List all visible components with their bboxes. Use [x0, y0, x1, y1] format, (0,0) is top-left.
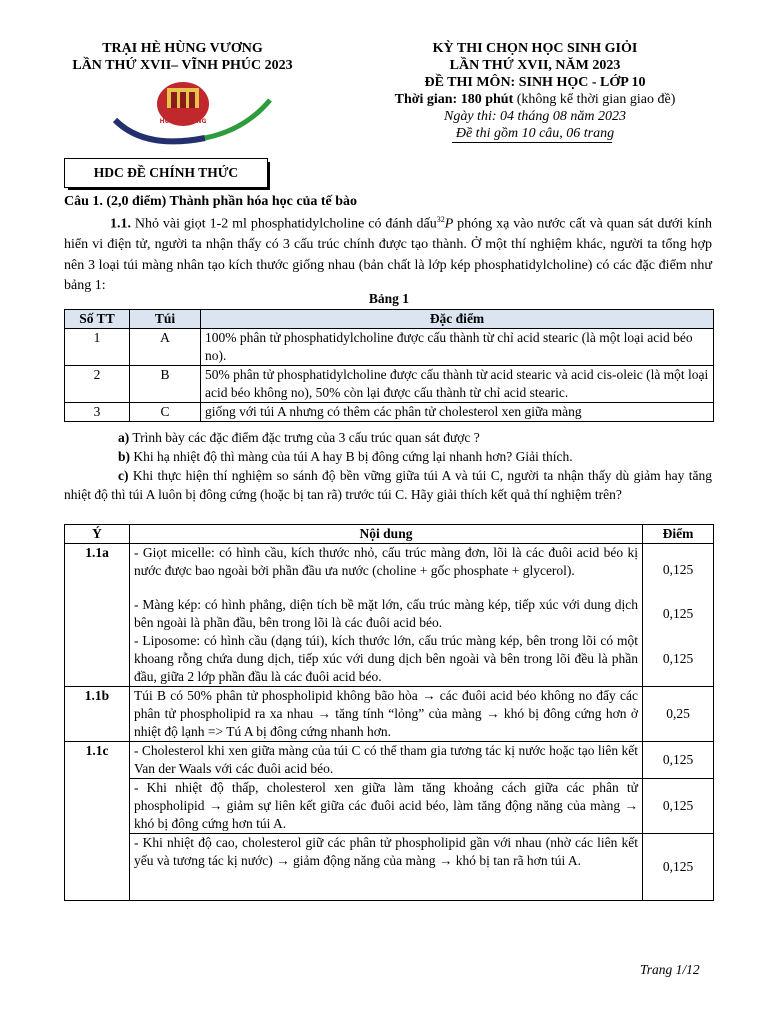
table-row: [65, 834, 714, 901]
logo-text-line2: HÙNG VƯƠNG: [159, 118, 207, 125]
answer-content: - Liposome: có hình cầu (dạng túi), kích thước lớn, cấu trúc màng kép, bên trong lõi có một khoang rỗng chứa dung dịch, tiếp xúc với dung dịch bên ngoài và bên trong lõi đều là phần đầu, giữa 2 lớp phần đầu là các đuôi acid béo.: [130, 632, 643, 687]
cell-dac-diem: giống với túi A nhưng có thêm các phân tử cholesterol xen giữa màng: [201, 403, 714, 422]
question-b: b) Khi hạ nhiệt độ thì màng của túi A hay B bị đông cứng lại nhanh hơn? Giải thích.: [118, 449, 573, 464]
cell-dac-diem: 50% phân tử phosphatidylcholine được cấu thành từ acid stearic và acid cis-oleic (là một loại acid béo không no), 50% còn lại được cấu thành từ chỉ acid stearic.: [201, 366, 714, 403]
answer-label: 1.1a: [65, 544, 130, 687]
header-left: [40, 40, 325, 74]
answer-label: 1.1c: [65, 742, 130, 901]
answer-content: - Giọt micelle: có hình cầu, kích thước nhỏ, cấu trúc màng đơn, lõi là các đuôi acid béo kị nước được bao ngoài bởi phần đầu ưa nước (choline + gốc phosphate + glycerol).: [130, 544, 643, 597]
table-row: [65, 329, 714, 366]
exam-subject: ĐỀ THI MÔN: SINH HỌC - LỚP 10: [424, 75, 646, 90]
exam-year: LẦN THỨ XVII, NĂM 2023: [449, 58, 621, 73]
question-c: c) Khi thực hiện thí nghiệm so sánh độ bền vững giữa túi A và túi C, người ta nhận thấy dù giảm hay tăng nhiệt độ thì túi A luôn bị đông cứng (hoặc bị tan rã) trước túi C. Hãy giải thích kết quả thí nghiệm trên?: [64, 468, 712, 502]
table-header-tui: Túi: [130, 310, 201, 329]
page-footer: Trang 1/12: [640, 962, 700, 977]
answer-score: 0,125: [643, 779, 714, 834]
table-row: [65, 779, 714, 834]
exam-name: KỲ THI CHỌN HỌC SINH GIỎI: [432, 41, 638, 56]
answer-score: 0,125: [643, 742, 714, 779]
answer-header-diem: Điểm: [643, 525, 714, 544]
question-a: a) Trình bày các đặc điểm đặc trưng của 3 cấu trúc quan sát được ?: [118, 430, 480, 445]
answer-score: 0,125: [643, 834, 714, 901]
answer-header-y: Ý: [65, 525, 130, 544]
answer-content: - Khi nhiệt độ thấp, cholesterol xen giữa làm tăng khoảng cách giữa các phân tử phospholipid → giảm sự liên kết giữa các đuôi acid béo, làm tăng động năng của màng → khó bị đông cứng hơn túi A.: [130, 779, 643, 834]
cell-tui: C: [130, 403, 201, 422]
answer-content: Túi B có 50% phân tử phospholipid không bão hòa → các đuôi acid béo không no đẩy các phân tử phospholipid ra xa nhau → tăng tính “lỏng” của màng → khó bị đông cứng hơn ở nhiệt độ lạnh => Tú A bị đông cứng nhanh hơn.: [130, 687, 643, 742]
exam-date: Ngày thi: 04 tháng 08 năm 2023: [444, 109, 626, 124]
table-row: [65, 544, 714, 597]
table-row: [65, 403, 714, 422]
cell-stt: 2: [65, 366, 130, 403]
header-right: [335, 40, 735, 142]
answer-content: - Khi nhiệt độ cao, cholesterol giữ các phân tử phospholipid gần với nhau (nhờ các liên kết yếu và tương tác kị nước) → giảm động năng của màng → khó bị tan rã hơn túi A.: [130, 834, 643, 901]
cell-stt: 3: [65, 403, 130, 422]
answer-score: 0,125: [643, 596, 714, 632]
answer-score: 0,125: [643, 544, 714, 597]
table-1: [64, 309, 714, 422]
school-camp-name: TRẠI HÈ HÙNG VƯƠNG: [102, 41, 263, 56]
answer-label: 1.1b: [65, 687, 130, 742]
hdc-box: HDC ĐỀ CHÍNH THỨC: [64, 158, 268, 188]
table-row: [65, 366, 714, 403]
table-row: [65, 632, 714, 687]
cell-tui: B: [130, 366, 201, 403]
header-underline: [452, 142, 612, 143]
answer-content: - Cholesterol khi xen giữa màng của túi C có thể tham gia tương tác kị nước hoặc tạo liên kết Van der Waals với các đuôi acid béo.: [130, 742, 643, 779]
question-paragraph: 1.1. Nhỏ vài giọt 1-2 ml phosphatidylcholine có đánh dấu$^{32}$P phóng xạ vào nước cất và quan sát dưới kính hiển vi điện tử, người ta nhận thấy có 3 cấu trúc chính được tạo thành. Ở một thí nghiệm khác, người ta tổng hợp nên 3 loại túi màng nhân tạo kích thước giống nhau (bản chất là lớp kép phosphatidylcholine) có các đặc điểm như bảng 1:: [64, 215, 712, 294]
table-header-dac-diem: Đặc điểm: [201, 310, 714, 329]
table-row: [65, 742, 714, 779]
answer-score: 0,25: [643, 687, 714, 742]
cell-tui: A: [130, 329, 201, 366]
exam-time: Thời gian: 180 phút (không kể thời gian giao đề): [394, 92, 676, 107]
table-row: [65, 687, 714, 742]
table-header-stt: Số TT: [65, 310, 130, 329]
table-title: Bảng 1: [368, 291, 410, 306]
camp-edition: LẦN THỨ XVII– VĨNH PHÚC 2023: [72, 58, 293, 73]
answer-content: - Màng kép: có hình phẳng, diện tích bề mặt lớn, cấu trúc màng kép, tiếp xúc với dung dịch bên ngoài là phần đầu, bên trong lõi là các đuôi acid béo.: [130, 596, 643, 632]
answer-header-noi-dung: Nội dung: [130, 525, 643, 544]
cell-dac-diem: 100% phân tử phosphatidylcholine được cấu thành từ chỉ acid stearic (là một loại acid béo no).: [201, 329, 714, 366]
cell-stt: 1: [65, 329, 130, 366]
logo-text-line1: TRẠI HÈ: [165, 109, 201, 118]
question-title: Câu 1. (2,0 điểm) Thành phần hóa học của tế bào: [64, 194, 358, 209]
camp-logo: [105, 80, 277, 148]
answer-score: 0,125: [643, 632, 714, 687]
exam-pages: Đề thi gồm 10 câu, 06 trang: [455, 126, 615, 141]
table-row: [65, 596, 714, 632]
answer-table: [64, 524, 714, 901]
